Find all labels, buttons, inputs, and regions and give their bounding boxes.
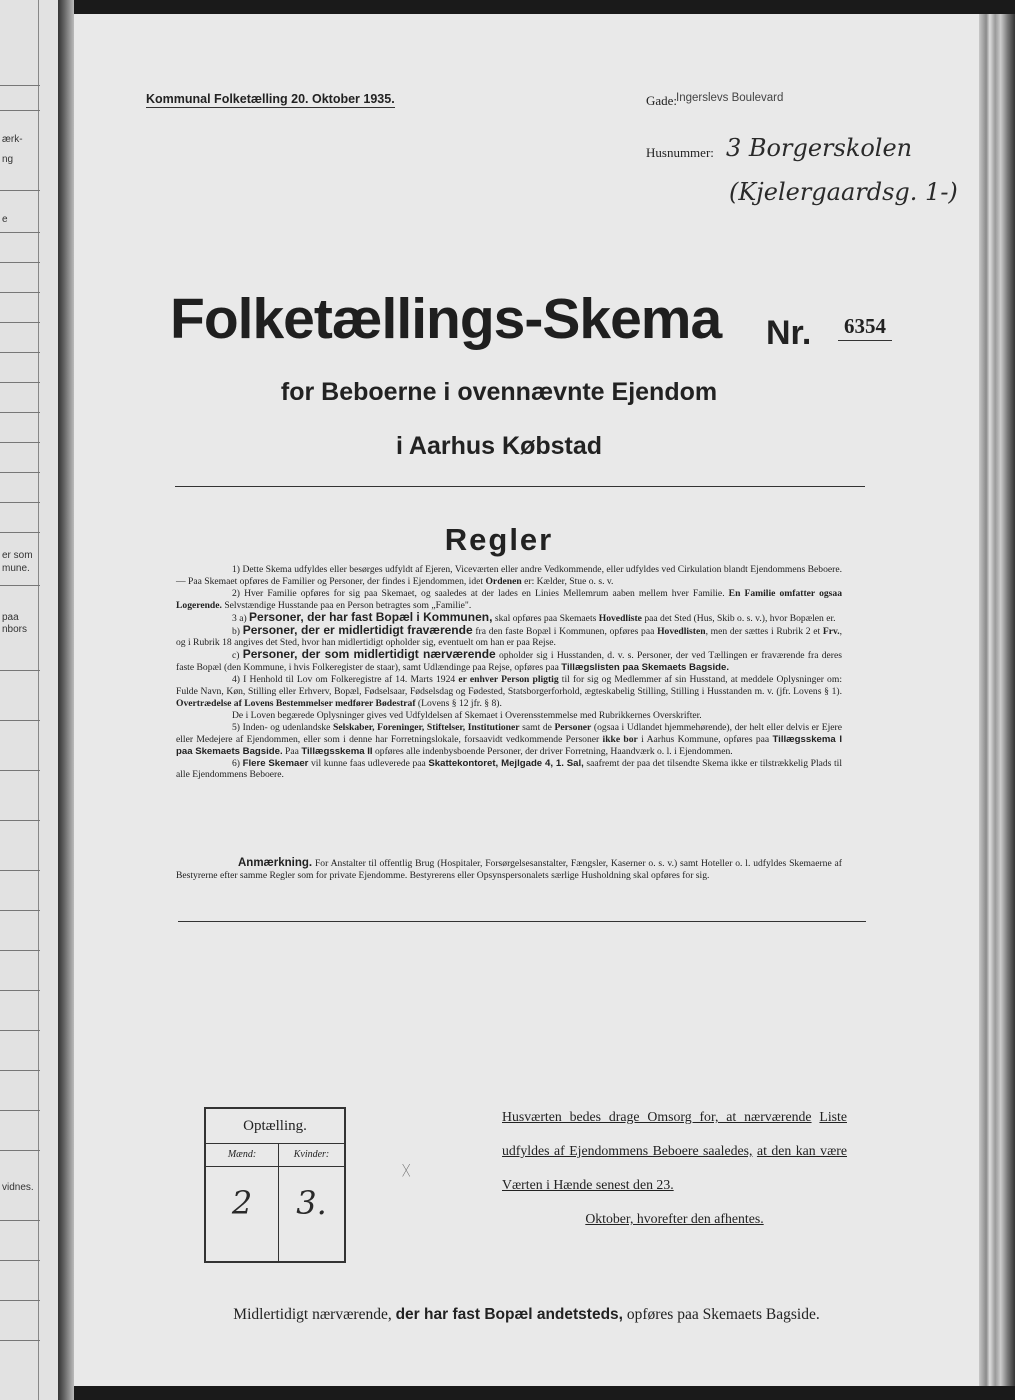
note-line: at den kan være Værten i Hænde senest den 23. <box>502 1143 848 1192</box>
facing-page-rule <box>0 770 40 771</box>
facing-page-rule <box>0 382 40 383</box>
regler-text <box>176 564 842 781</box>
nr-label: Nr. <box>766 314 812 352</box>
facing-page-fragment: ærk- <box>2 134 23 145</box>
anmaerkning <box>176 857 842 882</box>
anmaerkning-text: For Anstalter til offentlig Brug (Hospitaler, Forsørgelsesanstalter, Fængsler, Kaserner o. s. v.) samt Hoteller o. l. udfyldes Skemaerne af Bestyrerne efter samme Regler som for private Ejendomme. Bestyrerens eller Opsynspersonalets særlige Husholdning skal opføres for sig. <box>176 858 842 881</box>
facing-page-rule <box>0 292 40 293</box>
rule-6: 6) Flere Skemaer vil kunne faas udleverede paa Skattekontoret, Mejlgade 4, 1. Sal, saafremt der paa det tilsendte Skema ikke er tilstrækkelig Plads til alle Ejendommens Beboere. <box>176 757 842 781</box>
facing-page-rule <box>0 110 40 111</box>
husnummer-handwritten-extra: (Kjelergaardsg. 1-) <box>729 178 958 206</box>
page-edge <box>979 14 1015 1386</box>
facing-page-rule <box>0 1220 40 1221</box>
facing-page-rule <box>0 1030 40 1031</box>
facing-page-rule <box>0 585 40 586</box>
regler-heading: Regler <box>444 522 554 557</box>
facing-page-fragment: nbors <box>2 624 28 635</box>
maend-column <box>206 1144 279 1261</box>
kvinder-label: Kvinder: <box>279 1144 344 1167</box>
optaelling-box <box>204 1107 346 1263</box>
gade-label: Gade: <box>646 93 678 108</box>
rule-4: 4) I Henhold til Lov om Folkeregistre af 14. Marts 1924 er enhver Person pligtig til for sig og Medlemmer af sin Husstand, at meddele Oplysninger om: Fulde Navn, Køn, Stilling eller Erhverv, Bopæl, Fødselsaar, Fødselsdag og Fødested, Statsborgerforhold, ægteskabelig Stilling, Stilling i Husstanden m. v. (jfr. Lovens § 1). Overtrædelse af Lovens Bestemmelser medfører Bødestraf (Lovens § 12 jfr. § 8). <box>176 674 842 709</box>
facing-page-rule <box>0 352 40 353</box>
facing-page-rule <box>0 670 40 671</box>
rule-3a: 3 a) Personer, der har fast Bopæl i Kommunen, skal opføres paa Skemaets Hovedliste paa det Sted (Hus, Skib o. s. v.), hvor Bopælen er. <box>232 609 836 624</box>
rule-3b: b) Personer, der er midlertidigt fraværende fra den faste Bopæl i Kommunen, opføres paa Hovedlisten, men der sættes i Rubrik 2 et Frv., og i Rubrik 18 angives det Sted, hvor han midlertidigt opholder sig, eventuelt om han er paa Rejse. <box>176 622 843 649</box>
facing-page-rule <box>0 502 40 503</box>
divider <box>178 921 866 922</box>
note-line: Husværten bedes drage Omsorg for, at nærværende <box>502 1109 812 1124</box>
anmaerkning-label: Anmærkning. <box>238 857 313 869</box>
facing-page-rule <box>0 1150 40 1151</box>
note-line: Liste udfyldes af Ejendommens Beboere saaledes, <box>502 1109 847 1158</box>
facing-page-rule <box>0 820 40 821</box>
facing-page-fragment: e <box>2 214 8 225</box>
facing-page-rule <box>0 990 40 991</box>
facing-page-rule <box>0 532 40 533</box>
form-number: 6354 <box>838 314 892 341</box>
rule-2: 2) Hver Familie opføres for sig paa Skemaet, og saaledes at der lades en Linies Mellemrum aaben mellem hver Familie. En Familie omfatter ogsaa Logerende. Selvstændige Husstande paa en Person betragtes som „Familie". <box>176 587 842 611</box>
gade-value: Ingerslevs Boulevard <box>676 92 784 104</box>
facing-page-rule <box>0 85 40 86</box>
footer-note: Midlertidigt nærværende, der har fast Bopæl andetsteds, opføres paa Skemaets Bagside. <box>233 1306 820 1323</box>
facing-page-rule <box>0 870 40 871</box>
rule-3c: c) Personer, der som midlertidigt nærværende opholder sig i Husstanden, d. v. s. Personer, der ved Tællingen er fraværende fra deres faste Bopæl (den Kommune, i hvis Folkeregister de staar), samt Udlændinge paa Rejse, opføres paa Tillægslisten paa Skemaets Bagside. <box>176 647 842 674</box>
facing-page-rule <box>0 232 40 233</box>
facing-page-column-line <box>38 0 39 1400</box>
optaelling-title: Optælling. <box>206 1109 344 1144</box>
divider <box>175 486 865 487</box>
rule-1: 1) Dette Skema udfyldes eller besørges udfyldt af Ejeren, Viceværten eller andre Vedkommende, eller udfyldes ved Cirkulation blandt Ejendommens Beboere. — Paa Skemaet opføres de Familier og Personer, der findes i Ejendommen, idet Ordenen er: Kælder, Stue o. s. v. <box>176 564 842 587</box>
husvaert-note <box>502 1100 847 1236</box>
facing-page <box>0 0 60 1400</box>
husnummer-label: Husnummer: <box>646 145 714 160</box>
kvinder-column <box>279 1144 344 1261</box>
facing-page-fragment: er som <box>2 550 33 561</box>
rule-4-note: De i Loven begærede Oplysninger gives ved Udfyldelsen af Skemaet i Overensstemmelse med Rubrikkernes Overskrifter. <box>232 709 702 721</box>
subtitle-beboerne: for Beboerne i ovennævnte Ejendom <box>280 378 718 406</box>
facing-page-rule <box>0 1300 40 1301</box>
maend-label: Mænd: <box>206 1144 278 1167</box>
facing-page-fragment: ng <box>2 154 14 165</box>
facing-page-rule <box>0 412 40 413</box>
maend-count: 2 <box>231 1184 253 1222</box>
facing-page-fragment: paa <box>2 612 19 623</box>
census-form-page <box>74 14 979 1386</box>
facing-page-rule <box>0 950 40 951</box>
facing-page-rule <box>0 720 40 721</box>
facing-page-rule <box>0 472 40 473</box>
facing-page-rule <box>0 322 40 323</box>
book-gutter <box>58 0 74 1400</box>
facing-page-fragment: mune. <box>2 563 30 574</box>
rule-5: 5) Inden- og udenlandske Selskaber, Foreninger, Stiftelser, Institutioner samt de Personer (ogsaa i Udlandet hjemmehørende), der helt eller delvis er Ejere eller Medejere af Ejendommen, eller som i denne har Forretningslokale, forsaavidt vedkommende Personer ikke bor i Aarhus Kommune, opføres paa Tillægsskema I paa Skemaets Bagside. Paa Tillægsskema II opføres alle indenbysboende Personer, der driver Forretning, Haandværk o. l. i Ejendommen. <box>176 721 842 757</box>
facing-page-rule <box>0 910 40 911</box>
note-line: Oktober, hvorefter den afhentes. <box>585 1211 764 1226</box>
facing-page-rule <box>0 262 40 263</box>
subtitle-aarhus: i Aarhus Købstad <box>395 432 603 460</box>
facing-page-fragment: vidnes. <box>2 1182 34 1193</box>
pencil-mark: ᚷ <box>402 1164 411 1179</box>
facing-page-rule <box>0 190 40 191</box>
husnummer-handwritten: 3 Borgerskolen <box>726 134 913 162</box>
census-header-line: Kommunal Folketælling 20. Oktober 1935. <box>146 92 395 106</box>
facing-page-rule <box>0 1340 40 1341</box>
facing-page-rule <box>0 442 40 443</box>
facing-page-rule <box>0 1110 40 1111</box>
form-title: Folketællings-Skema <box>170 287 722 351</box>
facing-page-rule <box>0 1260 40 1261</box>
facing-page-rule <box>0 1070 40 1071</box>
kvinder-count: 3. <box>296 1184 327 1222</box>
